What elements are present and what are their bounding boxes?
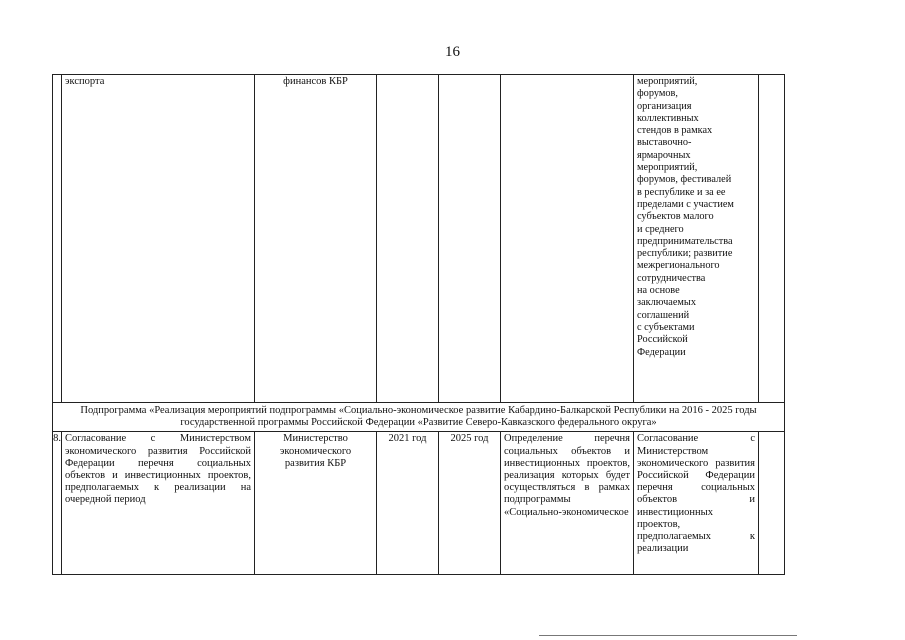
cell-result [501,75,634,403]
cell-num [53,75,62,403]
program-table [52,74,785,575]
table-row-8 [53,432,785,575]
cell-start: 2021 год [377,432,439,575]
cell-extra [759,432,785,575]
cell-end: 2025 год [439,432,501,575]
cell-event: Согласование с Министерством экономического развития Российской Федерации перечня социальных объектов и инвестиционных проектов, предполагаемых к реализации на очередной период [62,432,255,575]
cell-end [439,75,501,403]
footer-divider [539,635,797,636]
cell-result: Определение перечня социальных объектов и инвестиционных проектов, реализация которых будет осуществляться в рамках подпрограммы «Социально-экономическое [501,432,634,575]
table-row-continuation [53,75,785,403]
cell-executor: финансов КБР [255,75,377,403]
cell-event: экспорта [62,75,255,403]
subprogram-title: Подпрограмма «Реализация мероприятий подпрограммы «Социально-экономическое развитие Кабардино-Балкарской Республики на 2016 - 2025 годы государственной программы Российской Федерации «Развитие Северо-Кавказского федерального округа» [53,403,785,432]
subprogram-row [53,403,785,432]
cell-num: 8. [53,432,62,575]
cell-extra [759,75,785,403]
cell-directions: мероприятий, форумов, организация коллективных стендов в рамках выставочно- ярмарочных мероприятий, форумов, фестивалей в республике и за ее пределами с участием субъектов малого и среднего предпринимательства республики; развитие межрегионального сотрудничества на основе заключаемых соглашений с субъектами Российской Федерации [634,75,759,403]
page-number: 16 [445,44,460,60]
cell-directions: Согласование с Министерством экономического развития Российской Федерации перечня социальных объектов и инвестиционных проектов, предполагаемых к реализации [634,432,759,575]
cell-start [377,75,439,403]
cell-executor: Министерство экономического развития КБР [255,432,377,575]
